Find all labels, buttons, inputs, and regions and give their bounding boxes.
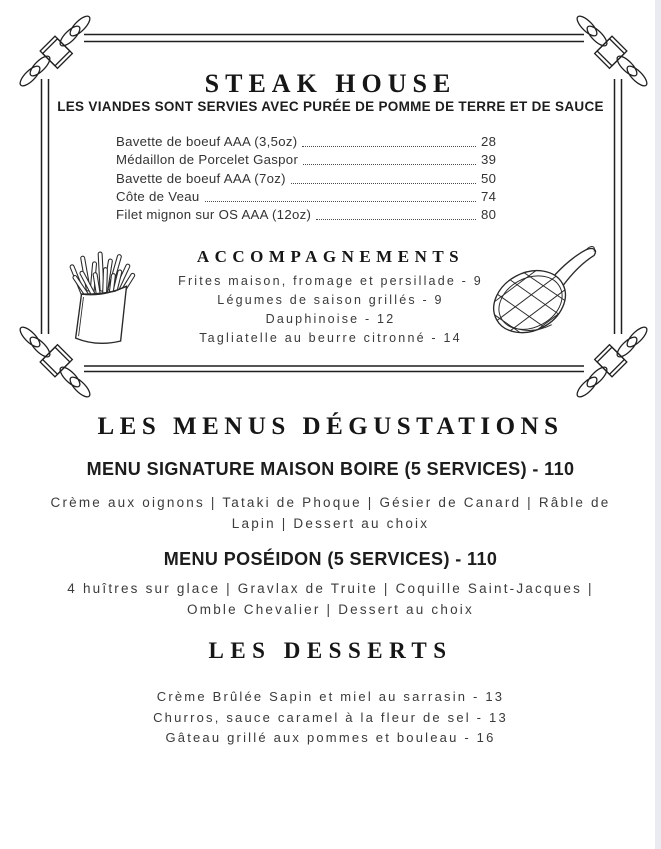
accompagnement-item: Tagliatelle au beurre citronné - 14 <box>199 331 462 345</box>
menu-item-row <box>116 168 505 186</box>
accompagnement-item: Légumes de saison grillés - 9 <box>217 293 444 307</box>
menu-item-price: 80 <box>481 206 497 222</box>
desserts-list <box>0 687 661 749</box>
menu-item-name: Bavette de boeuf AAA (3,5oz) <box>116 134 298 150</box>
menu-item-price: 50 <box>481 170 497 186</box>
accompagnement-item: Frites maison, fromage et persillade - 9 <box>178 274 483 288</box>
menu-item-name: Filet mignon sur OS AAA (12oz) <box>116 206 312 222</box>
accompagnements-list <box>0 272 661 348</box>
menu-item-price: 28 <box>481 134 497 150</box>
dot-leader <box>303 164 476 165</box>
dot-leader <box>291 183 476 184</box>
dot-leader <box>302 146 476 147</box>
menu-item-row <box>116 187 505 205</box>
menu-item-name: Médaillon de Porcelet Gaspor <box>116 152 299 168</box>
menu-signature-name: MENU SIGNATURE MAISON BOIRE (5 SERVICES) - 110 <box>86 459 575 479</box>
menu-item-row <box>116 205 505 223</box>
menu-item-name: Côte de Veau <box>116 188 200 204</box>
menu-poseidon-description: 4 huîtres sur glace | Gravlax de Truite | Coquille Saint-Jacques | Omble Chevalier | Dessert au choix <box>67 581 594 617</box>
accompagnement-item: Dauphinoise - 12 <box>265 312 396 326</box>
dot-leader <box>205 201 476 202</box>
menu-poseidon-name: MENU POSÉIDON (5 SERVICES) - 110 <box>163 549 498 569</box>
menu-item-row <box>116 132 505 150</box>
degustations-title: LES MENUS DÉGUSTATIONS <box>97 413 564 440</box>
page-title: STEAK HOUSE <box>204 69 457 98</box>
accompagnements-title: ACCOMPAGNEMENTS <box>196 247 465 266</box>
menu-item-row <box>116 150 505 168</box>
menu-item-price: 74 <box>481 188 497 204</box>
menu-item-name: Bavette de boeuf AAA (7oz) <box>116 170 286 186</box>
steak-house-item-list <box>116 132 505 223</box>
dessert-item: Crème Brûlée Sapin et miel au sarrasin - 13 <box>156 689 505 704</box>
dot-leader <box>316 219 476 220</box>
menu-item-price: 39 <box>481 152 497 168</box>
steak-house-subtitle: LES VIANDES SONT SERVIES AVEC PURÉE DE POMME DE TERRE ET DE SAUCE <box>57 99 604 114</box>
page-edge-strip <box>655 0 661 849</box>
dessert-item: Gâteau grillé aux pommes et bouleau - 16 <box>165 730 496 745</box>
dessert-item: Churros, sauce caramel à la fleur de sel - 13 <box>153 709 508 725</box>
desserts-title: LES DESSERTS <box>208 638 453 663</box>
menu-signature-description: Crème aux oignons | Tataki de Phoque | Gésier de Canard | Râble de Lapin | Dessert au choix <box>50 495 611 531</box>
